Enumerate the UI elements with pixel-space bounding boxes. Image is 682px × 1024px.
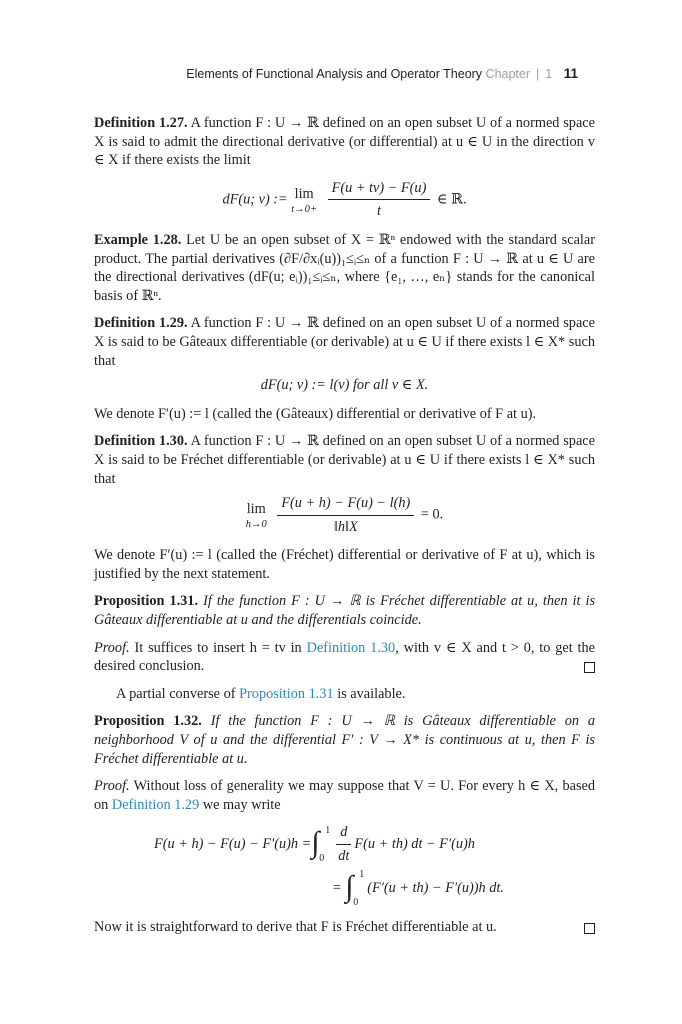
link-definition-1-29[interactable]: Definition 1.29 (111, 796, 200, 813)
fraction: $\frac{F(u + tv) - F(u)}{t}$ (328, 179, 431, 221)
qed-box (584, 662, 595, 673)
qed-box (584, 923, 595, 934)
equation-directional-derivative: dF(u; v) := lim t→0+ $\frac{F(u + tv) - F(u)}{t}$ ∈ ℝ. (222, 179, 467, 220)
definition-1-29: Definition 1.29. A function F : U → ℝ defined on an open subset U of a normed space X is said to be Gâteaux differentiable (or derivable) at u ∈ U if there exists l ∈ X* such that (94, 315, 595, 369)
chapter-label: Chapter (485, 67, 531, 81)
gateaux-derivative-note: We denote F′(u) := l (called the (Gâteaux) differential or derivative of F at u). (94, 405, 537, 422)
partial-converse-sentence: A partial converse of Proposition 1.31 is available. (116, 685, 406, 702)
running-header (186, 66, 578, 81)
link-proposition-1-31[interactable]: Proposition 1.31 (239, 685, 334, 702)
link-definition-1-30[interactable]: Definition 1.30 (306, 639, 396, 656)
equation-line-1: F(u + h) − F(u) − F′(u)h = ∫ 1 0 $\frac{d}{dt}$ F(u + th) dt − F′(u)h (154, 824, 475, 864)
lim-operator: lim t→0+ (291, 186, 318, 215)
proof-1-31: Proof. It suffices to insert h = tv in Definition 1.30, with v ∈ X and t > 0, to get the desired conclusion. (94, 639, 596, 675)
frechet-derivative-note: We denote F′(u) := l (called the (Fréchet) differential or derivative of F at u), which is justified by the next statement. (94, 547, 595, 582)
equation-frechet: lim h→0 $\frac{F(u + h) - F(u) - l(h)}{‖h‖X}$ = 0. (245, 495, 444, 535)
lim-operator: lim h→0 (245, 501, 267, 530)
fraction: $\frac{d}{dt}$ (336, 823, 351, 865)
integral-sign: ∫ 1 0 (345, 869, 365, 908)
equation-line-2: = ∫ 1 0 (F′(u + th) − F′(u))h dt. (332, 869, 504, 908)
equation-array-proof (154, 822, 595, 910)
proposition-1-32: Proposition 1.32. If the function F : U → ℝ is Gâteaux differentiable on a neighborhood V of u and the differential F′ : V → X* is continuous at u, then F is Fréchet differentiable at u. (94, 713, 595, 767)
definition-1-27: Definition 1.27. A function F : U → ℝ defined on an open subset U of a normed space X is said to admit the directional derivative (or differential) at u ∈ U in the direction v ∈ X if there exists the limit (94, 115, 595, 169)
page-body (94, 114, 595, 937)
equation-gateaux: dF(u; v) := l(v) for all v ∈ X. (260, 377, 429, 394)
chapter-number: 1 (545, 67, 553, 81)
book-title: Elements of Functional Analysis and Operator Theory (186, 67, 483, 81)
proof-conclusion: Now it is straightforward to derive that F is Fréchet differentiable at u. (94, 918, 595, 937)
header-separator: | (536, 67, 540, 81)
page-number: 11 (563, 66, 578, 81)
definition-1-30: Definition 1.30. A function F : U → ℝ defined on an open subset U of a normed space X is said to be Fréchet differentiable (or derivable) at u ∈ U if there exists l ∈ X* such that (94, 433, 595, 487)
example-1-28: Example 1.28. Let U be an open subset of X = ℝⁿ endowed with the standard scalar product. The partial derivatives (∂F/∂xᵢ(u))₁≤ᵢ≤ₙ of a function F : U → ℝ at u ∈ U are the directional derivatives (dF(u; eᵢ))₁≤ᵢ≤ₙ, where {e₁, …, eₙ} stands for the canonical basis of ℝⁿ. (94, 231, 595, 304)
integral-sign: ∫ 1 0 (311, 825, 331, 864)
fraction: $\frac{F(u + h) - F(u) - l(h)}{‖h‖X}$ (277, 494, 414, 536)
proposition-1-31: Proposition 1.31. If the function F : U → ℝ is Fréchet differentiable at u, then it is Gâteaux differentiable at u and the differentials coincide. (94, 593, 596, 629)
proof-1-32: Proof. Without loss of generality we may suppose that V = U. For every h ∈ X, based on Definition 1.29 we may write (94, 778, 595, 813)
